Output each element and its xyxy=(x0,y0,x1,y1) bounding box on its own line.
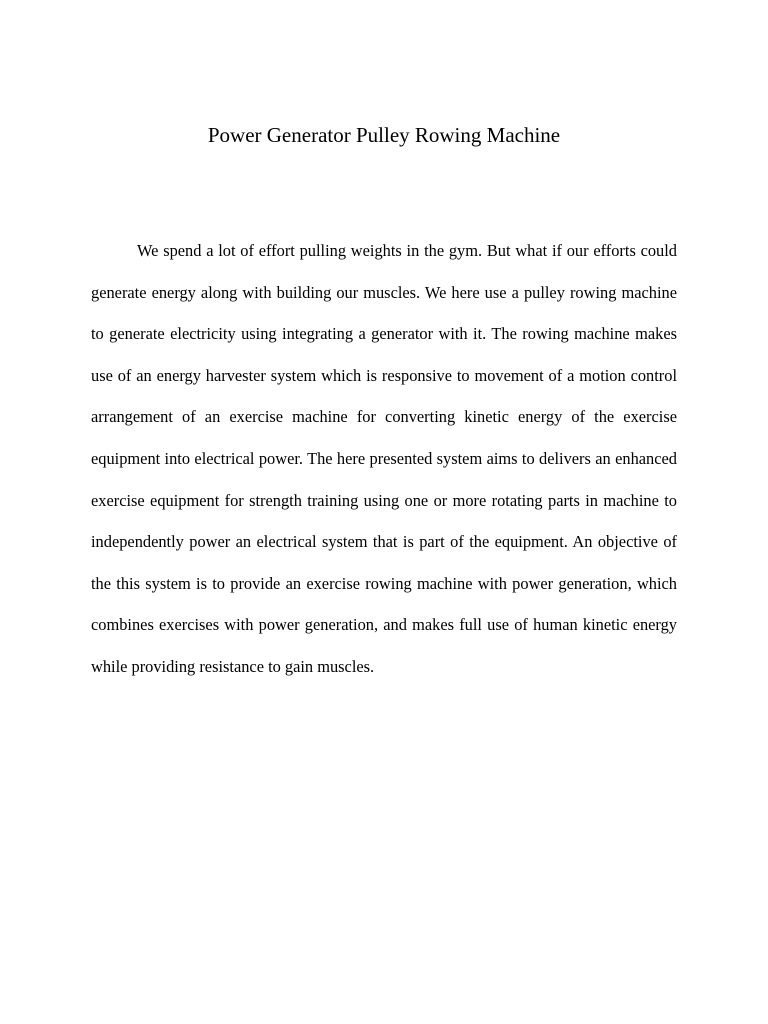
body-paragraph: We spend a lot of effort pulling weights in the gym. But what if our efforts could generate energy along with building our muscles. We here use a pulley rowing machine to generate electricity using integrating a generator with it. The rowing machine makes use of an energy harvester system which is responsive to movement of a motion control arrangement of an exercise machine for converting kinetic energy of the exercise equipment into electrical power. The here presented system aims to delivers an enhanced exercise equipment for strength training using one or more rotating parts in machine to independently power an electrical system that is part of the equipment. An objective of the this system is to provide an exercise rowing machine with power generation, which combines exercises with power generation, and makes full use of human kinetic energy while providing resistance to gain muscles. xyxy=(91,241,677,676)
document-title: Power Generator Pulley Rowing Machine xyxy=(207,123,561,147)
